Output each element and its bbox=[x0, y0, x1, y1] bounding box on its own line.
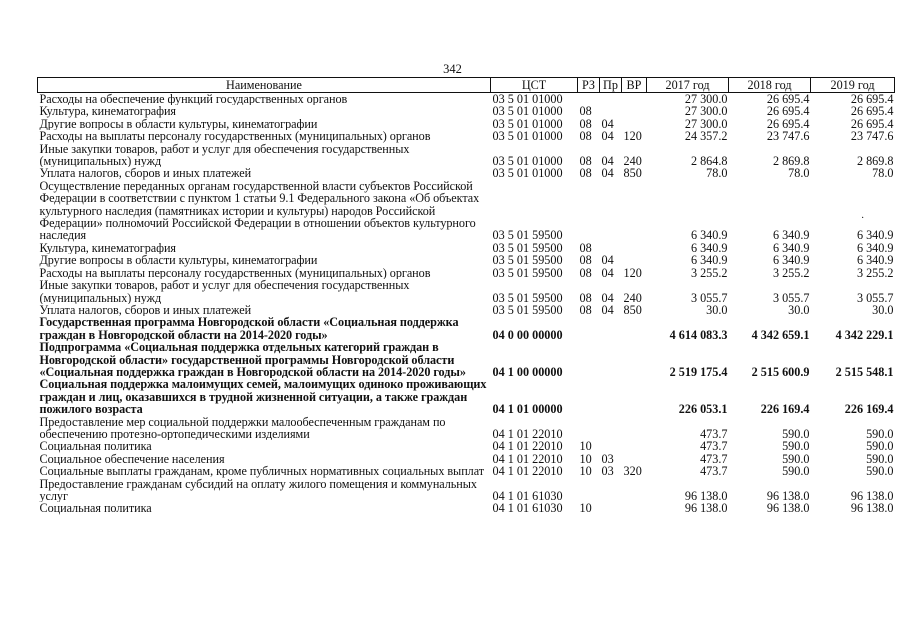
header-2019: 2019 год bbox=[811, 78, 895, 93]
table-row bbox=[38, 279, 895, 304]
cell-y2018: 6 340.9 bbox=[772, 228, 810, 242]
cell-pr bbox=[600, 93, 622, 106]
cell-rz: 08 bbox=[579, 303, 592, 317]
cell-pr bbox=[600, 378, 622, 415]
cell-name: Расходы на обеспечение функций государственных органов bbox=[39, 92, 348, 106]
cell-rz: 08 bbox=[579, 167, 592, 180]
cell-y2017: 6 340.9 bbox=[690, 241, 728, 255]
cell-name: Иные закупки товаров, работ и услуг для обеспечения государственных (муниципальных) нужд bbox=[39, 279, 410, 304]
cell-y2019: 26 695.4 bbox=[850, 92, 894, 106]
table-row bbox=[38, 180, 895, 242]
cell-name: Предоставление мер социальной поддержки малообеспеченным гражданам по обеспечению протезно-ортопедическими изделиями bbox=[39, 415, 446, 441]
table-row bbox=[38, 465, 895, 477]
cell-y2019: 2 515 548.1 bbox=[835, 364, 894, 379]
cell-y2017: 473.7 bbox=[700, 440, 728, 453]
table-row bbox=[38, 378, 895, 415]
cell-cst: 04 0 00 00000 bbox=[492, 327, 563, 342]
cell-cst: 03 5 01 01000 bbox=[492, 154, 563, 168]
table-row bbox=[38, 267, 895, 279]
cell-y2019: 4 342 229.1 bbox=[835, 327, 894, 342]
cell-y2019: 78.0 bbox=[872, 167, 894, 180]
header-pr: Пр bbox=[600, 78, 622, 93]
cell-rz: 10 bbox=[579, 502, 592, 515]
cell-y2017: 30.0 bbox=[706, 303, 728, 317]
cell-y2017: 2 864.8 bbox=[690, 154, 728, 168]
cell-rz: 08 bbox=[579, 130, 592, 143]
cell-y2018: 3 255.2 bbox=[772, 266, 810, 280]
cell-y2019: 590.0 bbox=[866, 452, 894, 466]
cell-y2019: 23 747.6 bbox=[850, 130, 894, 143]
cell-pr bbox=[600, 105, 622, 117]
cell-cst: 03 5 01 01000 bbox=[492, 167, 563, 180]
cell-rz: 08 bbox=[579, 254, 592, 267]
cell-y2019: 30.0 bbox=[872, 303, 894, 317]
cell-y2017: 2 519 175.4 bbox=[669, 364, 728, 379]
cell-rz: 08 bbox=[579, 154, 592, 168]
cell-cst: 04 1 01 61030 bbox=[492, 489, 563, 503]
table-row bbox=[38, 130, 895, 142]
table-row bbox=[38, 93, 895, 106]
cell-y2018: 590.0 bbox=[782, 465, 810, 478]
cell-vr: 120 bbox=[623, 266, 642, 280]
cell-y2019: 590.0 bbox=[866, 465, 894, 478]
cell-rz: 08 bbox=[579, 105, 592, 118]
cell-rz bbox=[578, 93, 600, 106]
cell-name: Расходы на выплаты персоналу государственных (муниципальных) органов bbox=[39, 130, 431, 143]
cell-name: Уплата налогов, сборов и иных платежей bbox=[39, 303, 252, 317]
cell-cst: 03 5 01 01000 bbox=[492, 130, 563, 143]
cell-vr bbox=[622, 254, 647, 266]
cell-pr: 04 bbox=[601, 154, 614, 168]
cell-pr bbox=[600, 416, 622, 441]
cell-vr: 320 bbox=[623, 465, 642, 478]
cell-y2018: 226 169.4 bbox=[760, 402, 810, 416]
cell-rz: 08 bbox=[579, 241, 592, 255]
cell-vr bbox=[622, 453, 647, 465]
cell-y2019: 590.0 bbox=[866, 426, 894, 441]
cell-pr: 04 bbox=[601, 290, 614, 304]
cell-y2017: 96 138.0 bbox=[684, 489, 728, 503]
cell-y2017: 4 614 083.3 bbox=[669, 327, 728, 342]
table-row bbox=[38, 242, 895, 254]
cell-vr bbox=[622, 440, 647, 452]
table-row bbox=[38, 167, 895, 179]
cell-y2019: 3 055.7 bbox=[856, 290, 894, 304]
cell-y2018: 96 138.0 bbox=[766, 502, 810, 515]
cell-y2018: 26 695.4 bbox=[766, 105, 810, 118]
cell-vr: 240 bbox=[623, 154, 642, 168]
page-number: 342 bbox=[443, 62, 462, 76]
cell-rz: 08 bbox=[579, 290, 592, 304]
cell-cst: 04 1 01 22010 bbox=[492, 465, 563, 478]
table-row bbox=[38, 304, 895, 316]
cell-y2018: 4 342 659.1 bbox=[751, 327, 810, 342]
cell-name: Культура, кинематография bbox=[39, 241, 176, 255]
cell-rz bbox=[578, 316, 600, 341]
cell-rz bbox=[578, 416, 600, 441]
cell-rz: 08 bbox=[579, 266, 592, 280]
cell-vr: 240 bbox=[623, 290, 642, 304]
budget-table bbox=[37, 77, 895, 515]
cell-cst: 03 5 01 01000 bbox=[492, 105, 563, 118]
cell-y2018: 590.0 bbox=[782, 440, 810, 453]
cell-pr bbox=[600, 242, 622, 254]
cell-vr: 850 bbox=[623, 167, 642, 180]
table-row bbox=[38, 316, 895, 341]
cell-y2019: 96 138.0 bbox=[850, 489, 894, 503]
cell-name: Осуществление переданных органам государственной власти субъектов Российской Федерации в соответствии с пунктом 1 статьи 9.1 Федерального закона «Об объектах культурного наследия (памятниках истории и культуры) народов Российской Федерации» полномочий Российской Федерации в отношении объектов культурного наследия bbox=[39, 179, 480, 242]
cell-y2019: 96 138.0 bbox=[850, 502, 894, 515]
cell-y2017: 6 340.9 bbox=[690, 254, 728, 267]
cell-name: Подпрограмма «Социальная поддержка отдельных категорий граждан в Новгородской области» государственной программы Новгородской области «Социальная поддержка граждан в Новгородской области на 2014-2020 годы» bbox=[39, 341, 466, 379]
cell-rz bbox=[578, 341, 600, 378]
cell-vr bbox=[622, 478, 647, 503]
cell-name: Предоставление гражданам субсидий на оплату жилого помещения и коммунальных услуг bbox=[39, 477, 477, 503]
cell-cst: 03 5 01 59500 bbox=[492, 254, 563, 267]
cell-y2018: 590.0 bbox=[782, 426, 810, 441]
header-2017: 2017 год bbox=[647, 78, 729, 93]
cell-rz: 08 bbox=[579, 117, 592, 131]
cell-name: Иные закупки товаров, работ и услуг для обеспечения государственных (муниципальных) нужд bbox=[39, 142, 410, 168]
header-rz: РЗ bbox=[578, 78, 600, 93]
cell-y2019: 226 169.4 bbox=[844, 402, 894, 416]
cell-y2017: 6 340.9 bbox=[690, 228, 728, 242]
table-row bbox=[38, 440, 895, 452]
cell-vr bbox=[622, 502, 647, 514]
header-vr: ВР bbox=[622, 78, 647, 93]
cell-y2018: 23 747.6 bbox=[766, 130, 810, 143]
cell-y2019: 2 869.8 bbox=[856, 154, 894, 168]
cell-cst: 03 5 01 59500 bbox=[492, 266, 563, 280]
cell-pr: 04 bbox=[601, 266, 614, 280]
cell-y2019: 26 695.4 bbox=[850, 105, 894, 118]
cell-rz: 10 bbox=[579, 452, 592, 466]
cell-y2019: 590.0 bbox=[866, 440, 894, 453]
cell-cst: 03 5 01 01000 bbox=[492, 117, 563, 131]
cell-y2018: 6 340.9 bbox=[772, 241, 810, 255]
cell-name: Социальная политика bbox=[39, 440, 152, 453]
header-name: Наименование bbox=[38, 78, 491, 93]
header-cst: ЦСТ bbox=[491, 78, 578, 93]
cell-cst: 04 1 01 22010 bbox=[492, 426, 563, 441]
cell-pr: 03 bbox=[601, 452, 614, 466]
cell-cst: 04 1 01 22010 bbox=[492, 440, 563, 453]
cell-name: Социальная поддержка малоимущих семей, малоимущих одиноко проживающих граждан и лиц, оказавшихся в трудной жизненной ситуации, а также граждан пожилого возраста bbox=[39, 378, 487, 416]
cell-y2017: 27 300.0 bbox=[684, 92, 728, 106]
cell-cst: 04 1 01 22010 bbox=[492, 452, 563, 466]
cell-name: Социальное обеспечение населения bbox=[39, 452, 225, 466]
table-row bbox=[38, 254, 895, 266]
cell-rz bbox=[578, 478, 600, 503]
cell-y2019: 6 340.9 bbox=[856, 228, 894, 242]
cell-y2019: 26 695.4 bbox=[850, 117, 894, 131]
cell-name: Социальные выплаты гражданам, кроме публичных нормативных социальных выплат bbox=[39, 465, 485, 478]
cell-y2019: 6 340.9 bbox=[856, 241, 894, 255]
cell-name: Другие вопросы в области культуры, кинематографии bbox=[39, 254, 318, 267]
cell-vr bbox=[622, 316, 647, 341]
table-row bbox=[38, 416, 895, 441]
cell-name: Государственная программа Новгородской области «Социальная поддержка граждан в Новгородской области на 2014-2020 годы» bbox=[39, 316, 459, 342]
cell-y2019: 6 340.9 bbox=[856, 254, 894, 267]
table-row bbox=[38, 478, 895, 503]
cell-name: Расходы на выплаты персоналу государственных (муниципальных) органов bbox=[39, 266, 431, 280]
cell-y2018: 590.0 bbox=[782, 452, 810, 466]
cell-y2018: 3 055.7 bbox=[772, 290, 810, 304]
cell-y2019: 3 255.2 bbox=[856, 266, 894, 280]
cell-y2017: 226 053.1 bbox=[678, 402, 728, 416]
table-row bbox=[38, 105, 895, 117]
cell-y2017: 96 138.0 bbox=[684, 502, 728, 515]
cell-y2018: 96 138.0 bbox=[766, 489, 810, 503]
cell-name: Уплата налогов, сборов и иных платежей bbox=[39, 167, 252, 180]
cell-pr bbox=[600, 180, 622, 242]
cell-pr bbox=[600, 316, 622, 341]
cell-pr: 04 bbox=[601, 303, 614, 317]
cell-cst: 03 5 01 59500 bbox=[492, 228, 563, 242]
cell-vr: 850 bbox=[623, 303, 642, 317]
cell-y2018: 6 340.9 bbox=[772, 254, 810, 267]
cell-y2018: 2 869.8 bbox=[772, 154, 810, 168]
cell-pr: 04 bbox=[601, 130, 614, 143]
cell-cst: 04 1 01 61030 bbox=[492, 502, 563, 515]
cell-y2017: 3 255.2 bbox=[690, 266, 728, 280]
cell-y2017: 78.0 bbox=[706, 167, 728, 180]
cell-vr bbox=[622, 416, 647, 441]
cell-y2018: 78.0 bbox=[788, 167, 810, 180]
cell-rz bbox=[578, 378, 600, 415]
cell-y2017: 24 357.2 bbox=[684, 130, 728, 143]
table-row bbox=[38, 453, 895, 465]
cell-rz: 10 bbox=[579, 465, 592, 478]
cell-y2017: 473.7 bbox=[700, 452, 728, 466]
table-body bbox=[38, 93, 895, 515]
cell-name: Культура, кинематография bbox=[39, 105, 176, 118]
cell-cst: 03 5 01 59500 bbox=[492, 241, 563, 255]
table-row bbox=[38, 341, 895, 378]
cell-pr bbox=[600, 502, 622, 514]
cell-pr: 04 bbox=[601, 254, 614, 267]
cell-y2017: 473.7 bbox=[700, 465, 728, 478]
stray-mark: · bbox=[861, 213, 865, 224]
cell-y2017: 3 055.7 bbox=[690, 290, 728, 304]
table-row bbox=[38, 502, 895, 514]
cell-cst: 03 5 01 01000 bbox=[492, 92, 563, 106]
table-row bbox=[38, 118, 895, 130]
cell-vr bbox=[622, 93, 647, 106]
cell-vr bbox=[622, 341, 647, 378]
cell-name: Другие вопросы в области культуры, кинематографии bbox=[39, 117, 318, 131]
cell-vr: 120 bbox=[623, 130, 642, 143]
cell-name: Социальная политика bbox=[39, 502, 152, 515]
cell-y2017: 27 300.0 bbox=[684, 105, 728, 118]
cell-vr bbox=[622, 105, 647, 117]
cell-vr bbox=[622, 180, 647, 242]
cell-y2018: 26 695.4 bbox=[766, 117, 810, 131]
cell-pr: 04 bbox=[601, 167, 614, 180]
cell-vr bbox=[622, 378, 647, 415]
cell-pr: 03 bbox=[601, 465, 614, 478]
cell-y2018: 30.0 bbox=[788, 303, 810, 317]
cell-pr bbox=[600, 478, 622, 503]
cell-vr bbox=[622, 118, 647, 130]
header-2018: 2018 год bbox=[729, 78, 811, 93]
cell-y2018: 26 695.4 bbox=[766, 92, 810, 106]
cell-cst: 03 5 01 59500 bbox=[492, 303, 563, 317]
cell-cst: 04 1 00 00000 bbox=[492, 364, 563, 379]
cell-pr bbox=[600, 341, 622, 378]
cell-pr bbox=[600, 440, 622, 452]
cell-y2017: 27 300.0 bbox=[684, 117, 728, 131]
cell-y2018: 2 515 600.9 bbox=[751, 364, 810, 379]
cell-pr: 04 bbox=[601, 117, 614, 131]
cell-rz bbox=[578, 180, 600, 242]
table-header-row bbox=[38, 78, 895, 93]
cell-rz: 10 bbox=[579, 440, 592, 453]
table-row bbox=[38, 143, 895, 168]
cell-cst: 04 1 01 00000 bbox=[492, 402, 563, 416]
cell-y2017: 473.7 bbox=[700, 426, 728, 441]
cell-vr bbox=[622, 242, 647, 254]
cell-cst: 03 5 01 59500 bbox=[492, 290, 563, 304]
